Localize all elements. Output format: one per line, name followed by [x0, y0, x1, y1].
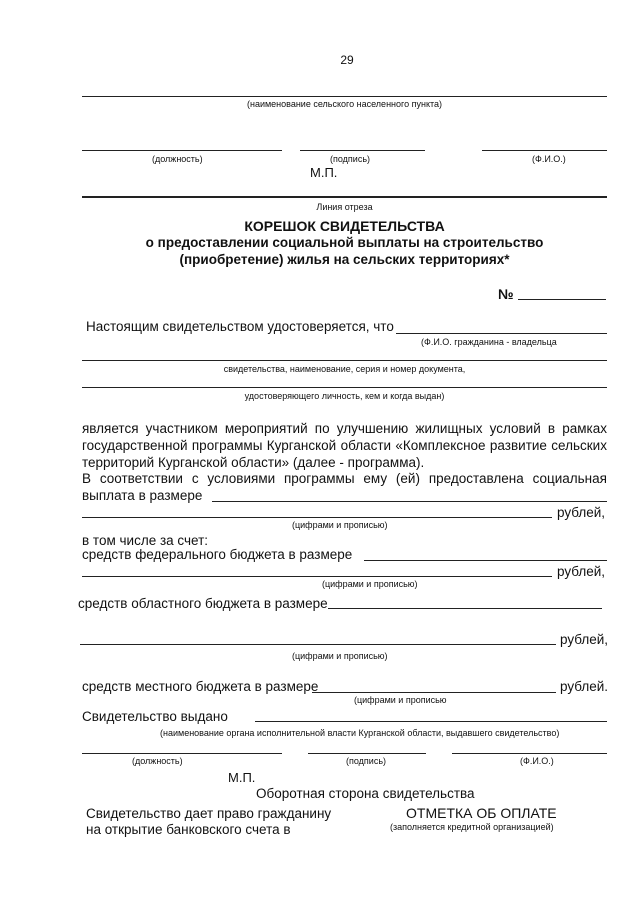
paragraph-word: является	[82, 421, 139, 436]
paragraph-word: условиями	[207, 471, 276, 486]
paragraph-word: государственной	[82, 438, 188, 453]
paragraph-word: улучшению	[336, 421, 409, 436]
holder-caption-2: свидетельства, наименование, серия и номер документа,	[223, 364, 466, 374]
paragraph-word: области	[340, 438, 392, 453]
including-label: в том числе за счет:	[82, 533, 209, 548]
title-line-3: (приобретение) жилья на сельских территориях*	[179, 252, 510, 267]
paragraph-line-4	[82, 472, 607, 486]
position-line	[82, 150, 282, 151]
paragraph-word: участником	[145, 421, 218, 436]
paragraph-line-5: выплата в размере	[82, 488, 203, 503]
federal-amount-line-2	[82, 576, 552, 577]
paragraph-word: ему	[363, 471, 388, 486]
issued-signature-line	[308, 753, 426, 754]
issued-fio-caption: (Ф.И.О.)	[520, 756, 554, 766]
regional-amount-line-2	[80, 644, 556, 645]
issued-position-line	[82, 753, 282, 754]
holder-caption-3: удостоверяющего личность, кем и когда выдан)	[244, 391, 445, 401]
paragraph-word: Курганской	[266, 438, 337, 453]
paragraph-word: мероприятий	[224, 421, 308, 436]
issued-fio-line	[452, 753, 607, 754]
issuer-line	[82, 387, 607, 388]
position-caption: (должность)	[152, 154, 203, 164]
paragraph-word: рамках	[562, 421, 607, 436]
paragraph-word: (ей)	[395, 471, 420, 486]
paragraph-word: «Комплексное	[395, 438, 486, 453]
stamp-label: М.П.	[310, 165, 338, 180]
paragraph-word: в	[547, 421, 556, 436]
digits-caption-3: (цифрами и прописью)	[292, 651, 388, 661]
reverse-title: Оборотная сторона свидетельства	[256, 786, 475, 801]
digits-caption-4: (цифрами и прописью	[354, 695, 447, 705]
rubles-label-3: рублей,	[560, 632, 609, 647]
fio-line	[482, 150, 607, 151]
paragraph-word: жилищных	[415, 421, 483, 436]
issued-stamp-label: М.П.	[228, 770, 256, 785]
paragraph-word: программы	[191, 438, 263, 453]
digits-caption-1: (цифрами и прописью)	[292, 520, 388, 530]
cut-line-label: Линия отреза	[316, 202, 373, 212]
page-number: 29	[340, 53, 354, 67]
holder-name-line	[396, 333, 607, 334]
document-line	[82, 360, 607, 361]
number-label: №	[498, 286, 514, 302]
settlement-line	[82, 96, 607, 97]
paragraph-word: соответствии	[99, 471, 183, 486]
local-amount-line	[312, 692, 556, 693]
settlement-caption: (наименование сельского населенного пункта)	[246, 99, 443, 109]
paragraph-word: по	[314, 421, 330, 436]
paragraph-word: программы	[283, 471, 355, 486]
paragraph-word: предоставлена	[428, 471, 524, 486]
rubles-label-2: рублей,	[557, 564, 606, 579]
issued-position-caption: (должность)	[132, 756, 183, 766]
reverse-left-line-2: на открытие банковского счета в	[86, 822, 291, 837]
federal-amount-line-1	[364, 560, 607, 561]
title-line-1: КОРЕШОК СВИДЕТЕЛЬСТВА	[244, 218, 445, 234]
regional-label: средств областного бюджета в размере	[78, 596, 328, 611]
cut-line	[82, 196, 607, 198]
local-label: средств местного бюджета в размере	[82, 679, 319, 694]
regional-amount-line-1	[328, 608, 602, 609]
certify-text: Настоящим свидетельством удостоверяется, что	[86, 319, 394, 334]
holder-caption-1: (Ф.И.О. гражданина - владельца	[421, 337, 557, 347]
paragraph-word: с	[191, 471, 199, 486]
paragraph-word: социальная	[532, 471, 607, 486]
rubles-label-1: рублей,	[557, 505, 606, 520]
payment-mark-title: ОТМЕТКА ОБ ОПЛАТЕ	[406, 805, 557, 821]
amount-line-1	[212, 501, 607, 502]
signature-caption: (подпись)	[330, 154, 371, 164]
paragraph-line-3: территорий Курганской области» (далее - программа).	[82, 455, 425, 470]
issued-label: Свидетельство выдано	[82, 709, 228, 724]
federal-label: средств федерального бюджета в размере	[82, 547, 353, 562]
paragraph-word: развитие	[489, 438, 547, 453]
title-line-2: о предоставлении социальной выплаты на строительство	[145, 235, 544, 250]
paragraph-line-1	[82, 422, 607, 436]
issuer-authority-line	[255, 721, 607, 722]
number-line	[518, 299, 606, 300]
rubles-label-4: рублей.	[560, 679, 609, 694]
fio-caption: (Ф.И.О.)	[532, 154, 566, 164]
paragraph-word: В	[82, 471, 92, 486]
signature-line	[300, 150, 425, 151]
payment-mark-caption: (заполняется кредитной организацией)	[390, 822, 554, 832]
reverse-left-line-1: Свидетельство дает право гражданину	[86, 806, 332, 821]
paragraph-word: сельских	[551, 438, 607, 453]
paragraph-line-2	[82, 439, 607, 453]
digits-caption-2: (цифрами и прописью)	[322, 579, 418, 589]
issuer-authority-caption: (наименование органа исполнительной власти Курганской области, выдавшего свидетельство)	[160, 728, 560, 738]
amount-line-2	[82, 517, 552, 518]
issued-signature-caption: (подпись)	[346, 756, 387, 766]
paragraph-word: условий	[489, 421, 541, 436]
